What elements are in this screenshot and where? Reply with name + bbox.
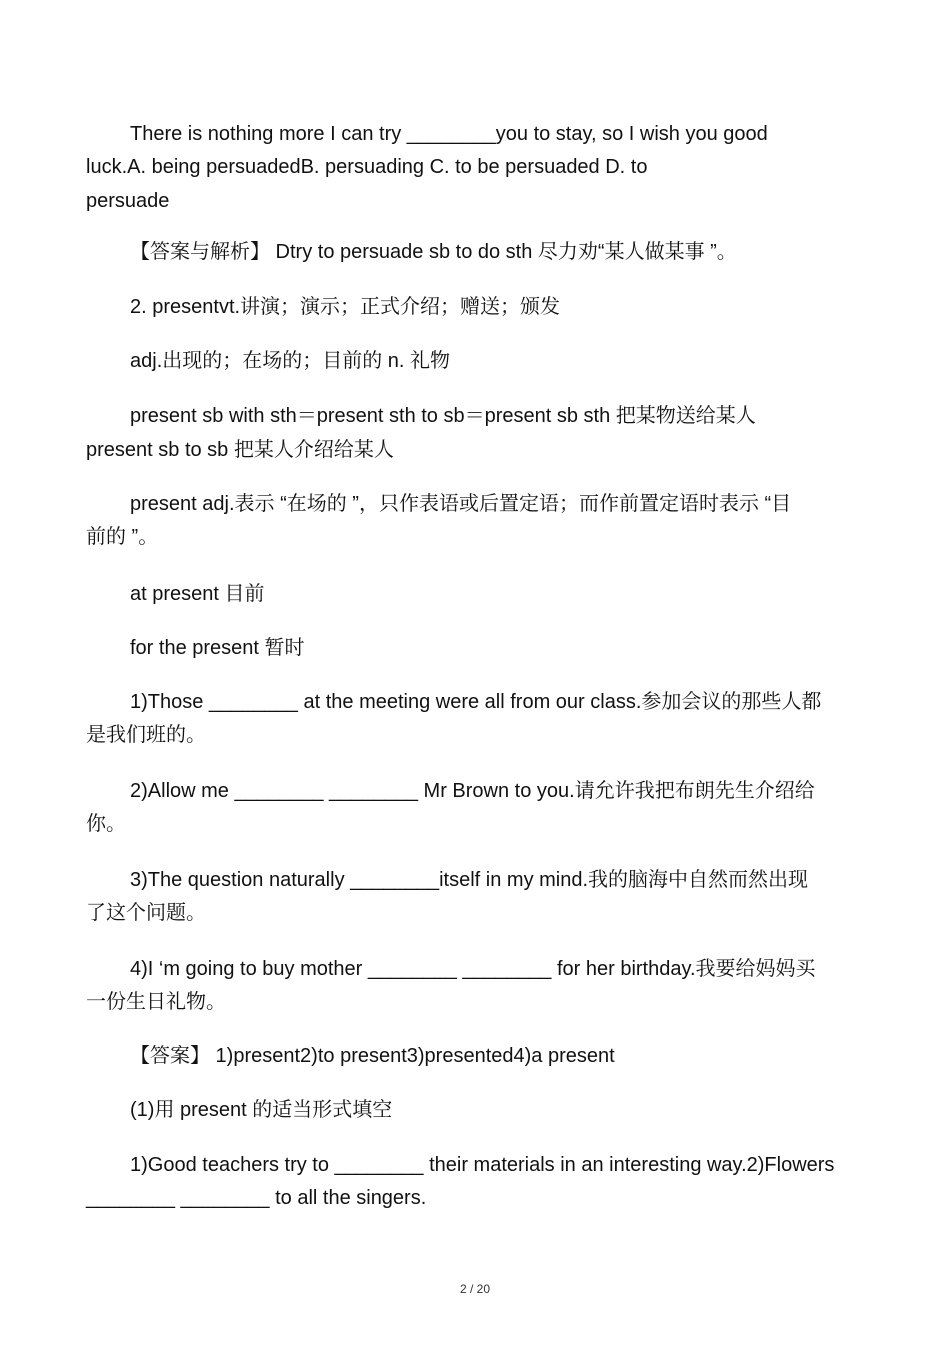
text-line: present sb with sth＝present sth to sb＝present sb sth 把某物送给某人	[130, 405, 756, 427]
text-line: at present 目前	[130, 583, 265, 605]
text-line: 1)Good teachers try to ________ their materials in an interesting way.2)Flowers	[130, 1154, 835, 1176]
text-line: 1)Those ________ at the meeting were all from our class.参加会议的那些人都	[130, 691, 822, 713]
text-line: 了这个问题。	[86, 902, 206, 924]
text-line: ________ ________ to all the singers.	[86, 1187, 427, 1209]
text-line: luck.A. being persuadedB. persuading C. to be persuaded D. to	[86, 156, 648, 178]
text-line: 2. presentvt.讲演；演示；正式介绍；赠送；颁发	[130, 296, 561, 318]
text-line: (1)用 present 的适当形式填空	[130, 1099, 393, 1121]
text-line: 4)I ‘m going to buy mother ________ ________ for her birthday.我要给妈妈买	[130, 958, 816, 980]
text-line: 【答案】 1)present2)to present3)presented4)a present	[130, 1045, 615, 1067]
text-line: 3)The question naturally ________itself in my mind.我的脑海中自然而然出现	[130, 869, 809, 891]
text-line: 2)Allow me ________ ________ Mr Brown to you.请允许我把布朗先生介绍给	[130, 780, 815, 802]
text-line: for the present 暂时	[130, 637, 305, 659]
text-line: present sb to sb 把某人介绍给某人	[86, 439, 394, 461]
text-line: 是我们班的。	[86, 724, 206, 746]
text-line: adj.出现的；在场的；目前的 n. 礼物	[130, 350, 451, 372]
text-line: 一份生日礼物。	[86, 991, 226, 1013]
text-line: 前的 ”。	[86, 526, 159, 548]
text-line: There is nothing more I can try ________you to stay, so I wish you good	[130, 123, 768, 145]
text-line: present adj.表示 “在场的 ”，只作表语或后置定语；而作前置定语时表示 “目	[130, 493, 792, 515]
text-line: 【答案与解析】 Dtry to persuade sb to do sth 尽力劝“某人做某事 ”。	[130, 241, 737, 263]
text-line: 你。	[86, 813, 126, 835]
text-line: persuade	[86, 190, 170, 212]
page-number: 2 / 20	[459, 1282, 491, 1296]
